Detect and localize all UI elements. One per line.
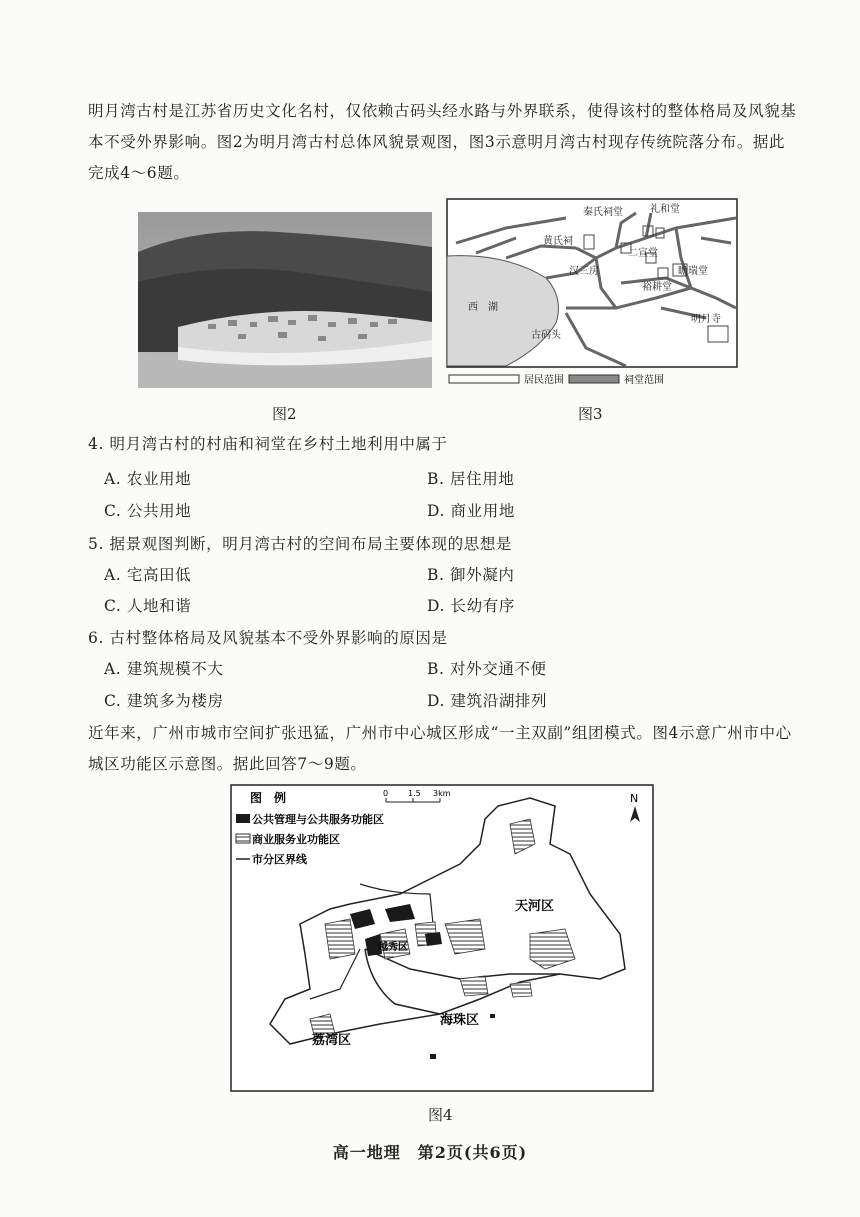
legend-public-service: 公共管理与公共服务功能区 [252,813,384,826]
legend-district-line: 市分区界线 [252,853,307,866]
district-haizhu: 海珠区 [440,1013,480,1028]
figure-3-map [446,198,738,392]
figure-2-photo [138,212,432,388]
q4-option-b: B. 居住用地 [427,470,515,488]
label-west-lake: 西 湖 [468,302,498,313]
q4-option-c: C. 公共用地 [104,502,192,520]
intro-paragraph-2: 近年来，广州市城市空间扩张迅猛，广州市中心城区形成“一主双副”组团模式。图4示意广州市中心城区功能区示意图。据此回答7～9题。 [88,724,792,773]
q5-option-b: B. 御外凝内 [427,566,515,584]
q5-option-d: D. 长幼有序 [427,597,515,615]
label-yugeng-hall: 裕耕堂 [642,282,672,293]
q6-option-d: D. 建筑沿湖排列 [427,692,548,710]
q4-option-a: A. 农业用地 [104,470,192,488]
label-qin-ancestral-hall: 秦氏祠堂 [583,207,623,218]
q5-option-a: A. 宅高田低 [104,566,192,584]
district-tianhe: 天河区 [515,899,555,914]
label-zhanrui-hall: 瞻瑞堂 [678,266,708,277]
question-4: 4. 明月湾古村的村庙和祠堂在乡村土地利用中属于 [88,435,448,453]
figure-4-caption: 图4 [428,1106,453,1124]
svg-text:3km: 3km [433,789,451,798]
question-5: 5. 据景观图判断，明月湾古村的空间布局主要体现的思想是 [88,535,513,553]
svg-text:0: 0 [383,789,389,798]
label-mingyue-temple: 明月寺 [691,314,721,325]
district-liwan: 荔湾区 [312,1033,352,1048]
label-erxuan-hall: 二宣堂 [628,248,658,259]
north-arrow-label: N [630,792,639,805]
figure-2-caption: 图2 [272,405,297,423]
label-lihe-hall: 礼和堂 [650,204,680,215]
q6-option-c: C. 建筑多为楼房 [104,692,224,710]
svg-text:1.5: 1.5 [408,789,421,798]
label-huang-ancestral-hall: 黄氏祠 [543,236,573,247]
legend-ancestral-area: 祠堂范围 [624,375,664,386]
legend-commercial: 商业服务业功能区 [252,833,340,846]
label-hansan-house: 汉三房 [569,266,599,277]
intro-paragraph-1: 明月湾古村是江苏省历史文化名村，仅依赖古码头经水路与外界联系，使得该村的整体格局及风貌基本不受外界影响。图2为明月湾古村总体风貌景观图，图3示意明月湾古村现存传统院落分布。据此完成4～6题。 [88,102,797,182]
q4-option-d: D. 商业用地 [427,502,515,520]
legend-resident-area: 居民范围 [524,375,564,386]
figure-4-map [230,784,654,1092]
figure-3-caption: 图3 [578,405,603,423]
legend-title: 图 例 [250,791,287,805]
page-footer: 高一地理 第2页(共6页) [332,1143,528,1162]
question-6: 6. 古村整体格局及风貌基本不受外界影响的原因是 [88,629,448,647]
q5-option-c: C. 人地和谐 [104,597,192,615]
q6-option-b: B. 对外交通不便 [427,660,547,678]
label-ancient-wharf: 古码头 [531,330,561,341]
q6-option-a: A. 建筑规模不大 [104,660,224,678]
district-yuexiu: 越秀区 [378,942,408,953]
